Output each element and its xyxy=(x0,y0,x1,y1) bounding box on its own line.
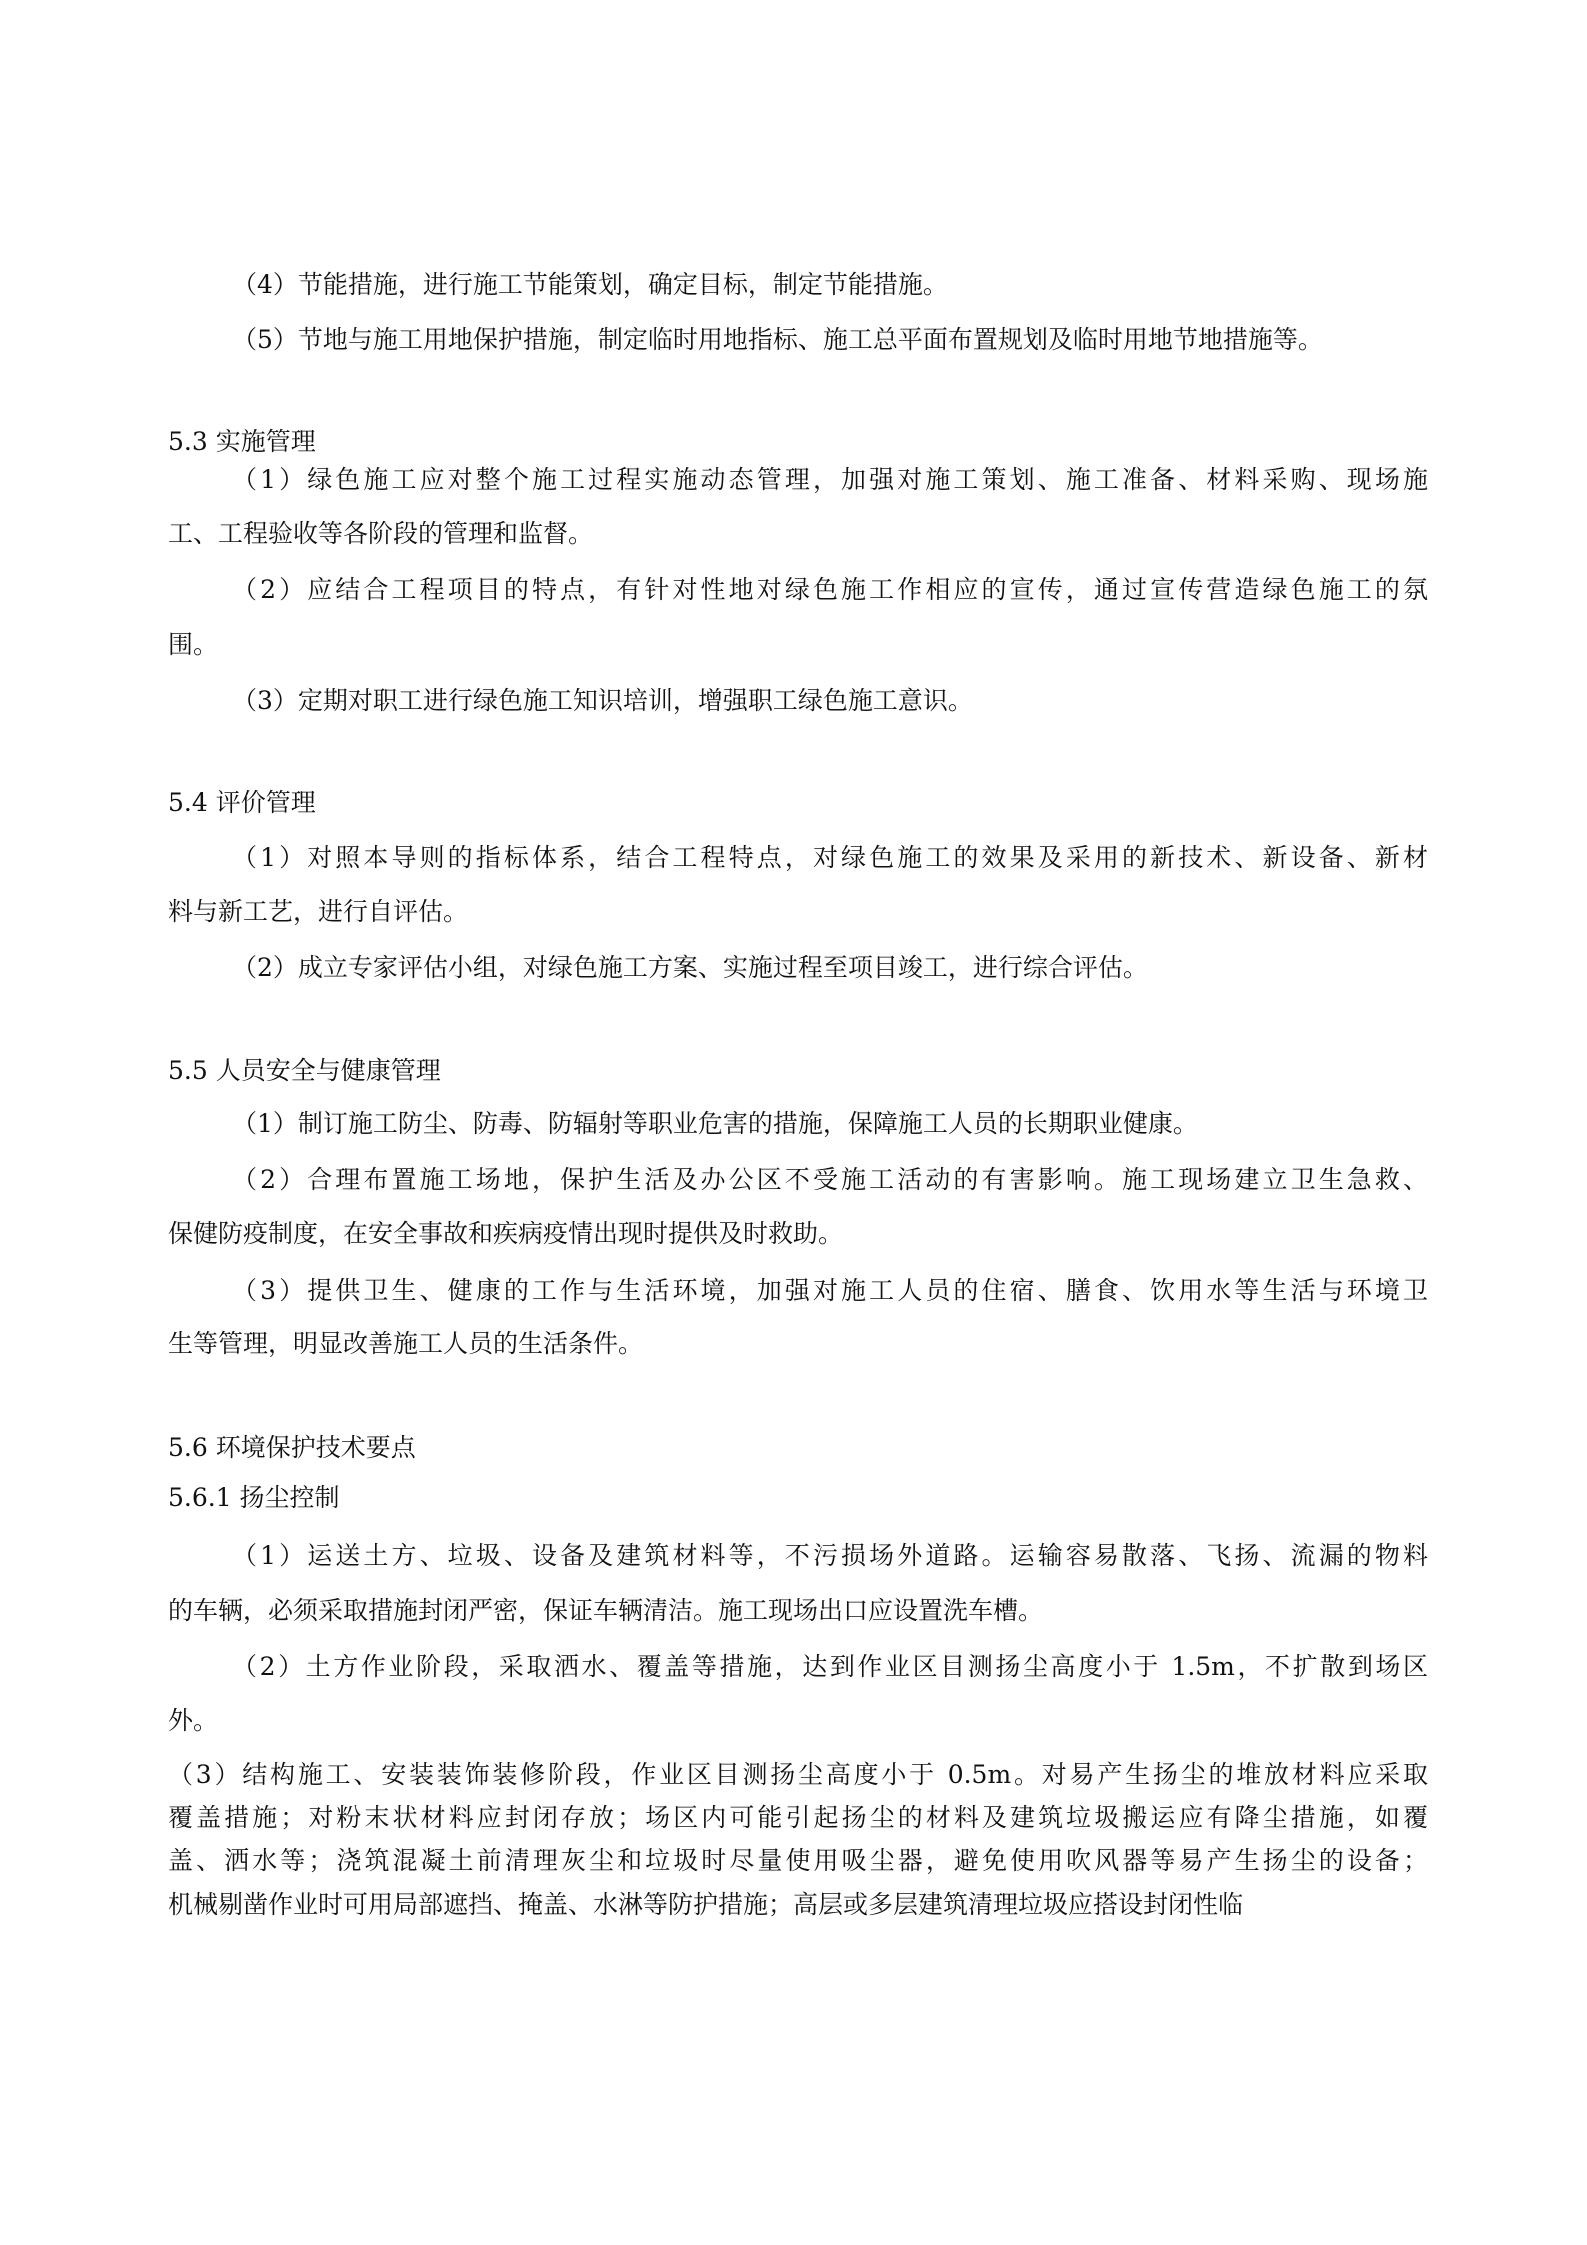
s54-item-1-line-2: 料与新工艺，进行自评估。 xyxy=(168,897,469,926)
s561-item-3-line-3: 盖、洒水等；浇筑混凝土前清理灰尘和垃圾时尽量使用吸尘器，避免使用吹风器等易产生扬尘的设备； xyxy=(168,1846,1428,1875)
s52-item-4: （4）节能措施，进行施工节能策划，确定目标，制定节能措施。 xyxy=(232,270,948,299)
s52-item-5: （5）节地与施工用地保护措施，制定临时用地指标、施工总平面布置规划及临时用地节地措施等。 xyxy=(232,325,1323,354)
section-5-6-heading: 5.6 环境保护技术要点 xyxy=(168,1433,416,1462)
s53-item-2-line-2: 围。 xyxy=(168,630,219,659)
s561-item-2-line-2: 外。 xyxy=(168,1706,219,1735)
section-5-4-heading: 5.4 评价管理 xyxy=(168,788,316,817)
s53-item-3: （3）定期对职工进行绿色施工知识培训，增强职工绿色施工意识。 xyxy=(232,686,973,715)
s55-item-1: （1）制订施工防尘、防毒、防辐射等职业危害的措施，保障施工人员的长期职业健康。 xyxy=(232,1109,1198,1138)
section-5-6-1-heading: 5.6.1 扬尘控制 xyxy=(168,1483,340,1512)
section-5-3-heading: 5.3 实施管理 xyxy=(168,427,316,456)
s54-item-2: （2）成立专家评估小组，对绿色施工方案、实施过程至项目竣工，进行综合评估。 xyxy=(232,953,1148,982)
s55-item-3-line-2: 生等管理，明显改善施工人员的生活条件。 xyxy=(168,1329,644,1358)
section-5-5-heading: 5.5 人员安全与健康管理 xyxy=(168,1056,441,1085)
s55-item-2-line-2: 保健防疫制度，在安全事故和疾病疫情出现时提供及时救助。 xyxy=(168,1219,844,1248)
s561-item-1-line-2: 的车辆，必须采取措施封闭严密，保证车辆清洁。施工现场出口应设置洗车槽。 xyxy=(168,1596,1044,1625)
s55-item-3-line-1: （3）提供卫生、健康的工作与生活环境，加强对施工人员的住宿、膳食、饮用水等生活与环境卫 xyxy=(232,1276,1428,1305)
s55-item-2-line-1: （2）合理布置施工场地，保护生活及办公区不受施工活动的有害影响。施工现场建立卫生急救、 xyxy=(232,1165,1428,1194)
s561-item-1-line-1: （1）运送土方、垃圾、设备及建筑材料等，不污损场外道路。运输容易散落、飞扬、流漏的物料 xyxy=(232,1541,1428,1570)
s561-item-3-line-2: 覆盖措施；对粉末状材料应封闭存放；场区内可能引起扬尘的材料及建筑垃圾搬运应有降尘措施，如覆 xyxy=(168,1803,1428,1832)
s53-item-2-line-1: （2）应结合工程项目的特点，有针对性地对绿色施工作相应的宣传，通过宣传营造绿色施工的氛 xyxy=(232,575,1428,604)
s53-item-1-line-1: （1）绿色施工应对整个施工过程实施动态管理，加强对施工策划、施工准备、材料采购、现场施 xyxy=(232,465,1428,494)
s561-item-3-line-1: （3）结构施工、安装装饰装修阶段，作业区目测扬尘高度小于 0.5m。对易产生扬尘的堆放材料应采取 xyxy=(168,1760,1428,1789)
s561-item-2-line-1: （2）土方作业阶段，采取洒水、覆盖等措施，达到作业区目测扬尘高度小于 1.5m，不扩散到场区 xyxy=(232,1652,1428,1681)
s54-item-1-line-1: （1）对照本导则的指标体系，结合工程特点，对绿色施工的效果及采用的新技术、新设备、新材 xyxy=(232,843,1428,872)
s53-item-1-line-2: 工、工程验收等各阶段的管理和监督。 xyxy=(168,519,594,548)
s561-item-3-line-4: 机械剔凿作业时可用局部遮挡、掩盖、水淋等防护措施；高层或多层建筑清理垃圾应搭设封闭性临 xyxy=(168,1890,1244,1919)
